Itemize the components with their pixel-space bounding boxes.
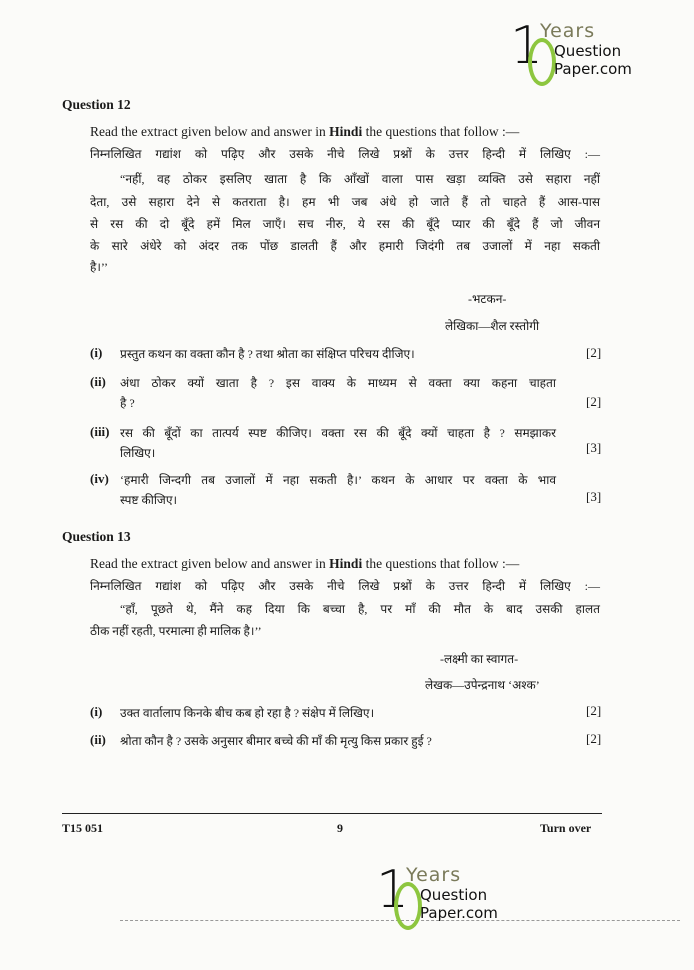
q13-sub-question: श्रोता कौन है ? उसके अनुसार बीमार बच्चे की माँ की मृत्यु किस प्रकार हुई ?: [120, 734, 432, 748]
q12-sub-marks: [2]: [586, 394, 602, 409]
logo-years: Years: [540, 20, 596, 42]
q13-sub-marks: [2]: [586, 703, 602, 718]
footer-rule: [62, 813, 602, 814]
instr-text: Read the extract given below and answer in: [90, 124, 330, 139]
footer-code: T15 051: [62, 821, 104, 835]
q12-sub-marks: [3]: [586, 489, 602, 504]
logo-question: Question: [420, 886, 488, 904]
q12-sub-number: (iii): [90, 424, 110, 439]
instr-text: the questions that follow :—: [362, 556, 520, 571]
logo-question: Question: [554, 42, 622, 60]
q12-extract-line: के सारे अंधेरे को अंदर तक पोंछ डालती हैं और हमारी जिदंगी तब उजालों में नहा सकती: [90, 239, 600, 253]
logo-years: Years: [406, 864, 462, 886]
q13-instruction-hi: निम्नलिखित गद्यांश को पढ़िए और उसके नीचे लिखे प्रश्नों के उत्तर हिन्दी में लिखिए :—: [90, 579, 600, 593]
q13-sub-number: (ii): [90, 732, 106, 747]
q12-sub-number: (ii): [90, 374, 106, 389]
instr-text: Read the extract given below and answer in: [90, 556, 330, 571]
q12-extract-line: है।’’: [90, 260, 109, 274]
q13-source: -लक्ष्मी का स्वागत-: [440, 652, 519, 666]
q13-sub-marks: [2]: [586, 731, 602, 746]
site-logo-bottom: [376, 860, 498, 926]
site-logo-top: [510, 16, 632, 82]
logo-zero-ring: [528, 38, 556, 86]
q12-sub-question: है ?: [120, 396, 135, 410]
q12-author: लेखिका—शैल रस्तोगी: [445, 319, 540, 333]
q13-sub-number: (i): [90, 704, 103, 719]
q13-author: लेखक—उपेन्द्रनाथ ‘अश्क’: [425, 678, 540, 692]
q12-sub-question: रस की बूँदों का तात्पर्य स्पष्ट कीजिए। वक्ता रस की बूँदे क्यों चाहता है ? समझाकर: [120, 426, 556, 440]
q13-extract-line: “हाँ, पूछते थे, मैंने कह दिया कि बच्चा है, पर माँ की मौत के बाद उसकी हालत: [120, 602, 600, 616]
footer-turn-over: Turn over: [540, 821, 592, 835]
logo-paper: Paper.com: [420, 904, 498, 922]
q12-source: -भटकन-: [468, 292, 507, 306]
logo-paper: Paper.com: [554, 60, 632, 78]
question-13-title: Question 13: [62, 529, 131, 544]
instr-text: the questions that follow :—: [362, 124, 520, 139]
logo-zero-ring: [394, 882, 422, 930]
logo-digit: 1: [376, 860, 410, 920]
instr-bold: Hindi: [329, 556, 363, 571]
q12-sub-question: लिखिए।: [120, 446, 156, 460]
logo-digit: 1: [510, 16, 544, 76]
q12-extract-line: “नहीं, वह ठोकर इसलिए खाता है कि आँखों वाला पास खड़ा व्यक्ति उसे सहारा नहीं: [120, 172, 600, 186]
q12-sub-number: (i): [90, 345, 103, 360]
question-12-title: Question 12: [62, 97, 131, 112]
q12-sub-number: (iv): [90, 471, 109, 486]
q12-sub-question: अंधा ठोकर क्यों खाता है ? इस वाक्य के माध्यम से वक्ता क्या कहना चाहता: [120, 376, 556, 390]
q12-instruction-hi: निम्नलिखित गद्यांश को पढ़िए और उसके नीचे लिखे प्रश्नों के उत्तर हिन्दी में लिखिए :—: [90, 147, 600, 161]
footer-page-number: 9: [337, 821, 343, 835]
q13-sub-question: उक्त वार्तालाप किनके बीच कब हो रहा है ? संक्षेप में लिखिए।: [120, 706, 375, 720]
q12-sub-question: ‘हमारी जिन्दगी तब उजालों में नहा सकती है।’ कथन के आधार पर वक्ता के भाव: [120, 473, 556, 487]
q13-instruction-en: [90, 556, 519, 572]
q12-sub-marks: [2]: [586, 345, 602, 360]
instr-bold: Hindi: [329, 124, 363, 139]
q12-extract-line: देता, उसे सहारा देने से कतराता है। हम भी जब अंधे हो जाते हैं तो चाहते हैं आस-पास: [90, 195, 600, 209]
q12-sub-marks: [3]: [586, 440, 602, 455]
q12-extract-line: से रस की दो बूँदे हमें मिल जाएँ। सच नीरु, ये रस की बूँदे प्यार की बूँदे हैं जो जीवन: [90, 217, 600, 231]
q12-sub-question: प्रस्तुत कथन का वक्ता कौन है ? तथा श्रोता का संक्षिप्त परिचय दीजिए।: [120, 347, 415, 361]
q13-extract-line: ठीक नहीं रहती, परमात्मा ही मालिक है।’’: [90, 624, 262, 638]
q12-instruction-en: [90, 124, 519, 140]
q12-sub-question: स्पष्ट कीजिए।: [120, 493, 178, 507]
